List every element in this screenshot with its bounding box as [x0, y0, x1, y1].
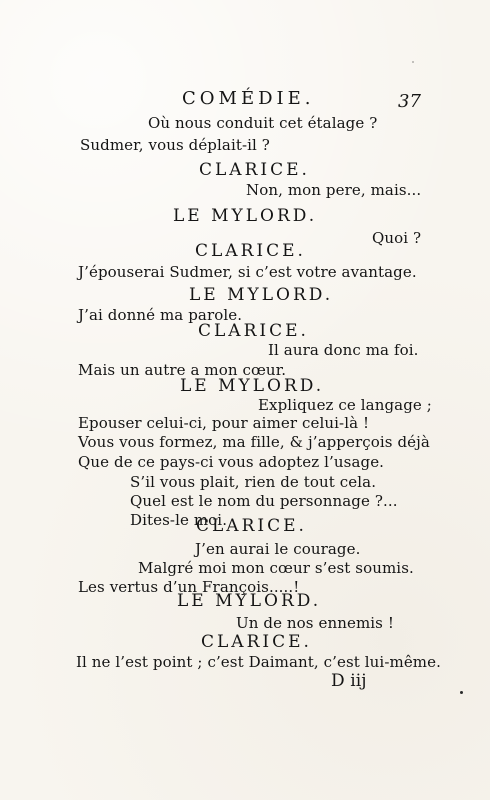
- dialogue-line: Mais un autre a mon cœur.: [78, 361, 287, 379]
- dialogue-line: J’en aurai le courage.: [195, 540, 361, 558]
- speaker-heading: CLARICE.: [195, 241, 306, 261]
- dialogue-line: Quoi ?: [372, 229, 422, 247]
- speaker-heading: CLARICE.: [198, 321, 309, 341]
- page-number: 37: [398, 91, 422, 112]
- dialogue-line: Sudmer, vous déplait-il ?: [80, 136, 270, 154]
- speaker-heading: LE MYLORD.: [180, 376, 325, 396]
- dialogue-line: S’il vous plait, rien de tout cela.: [130, 473, 377, 491]
- speaker-heading: CLARICE.: [196, 516, 307, 536]
- page-signature: D iij: [331, 671, 367, 691]
- speaker-heading: CLARICE.: [199, 160, 310, 180]
- dialogue-line: Quel est le nom du personnage ?...: [130, 492, 398, 510]
- dialogue-line: Les vertus d’un François.....!: [78, 578, 300, 596]
- page-header-title: COMÉDIE.: [182, 88, 315, 109]
- dialogue-line: Un de nos ennemis !: [236, 614, 394, 632]
- dialogue-line: Que de ce pays-ci vous adoptez l’usage.: [78, 453, 385, 471]
- dialogue-line: Dites-le moi.: [130, 511, 228, 529]
- dialogue-line: Epouser celui-ci, pour aimer celui-là !: [78, 414, 370, 432]
- dialogue-line: Il aura donc ma foi.: [268, 341, 419, 359]
- speaker-heading: LE MYLORD.: [177, 591, 322, 611]
- speaker-heading: LE MYLORD.: [189, 285, 334, 305]
- dialogue-line: J’épouserai Sudmer, si c’est votre avantage.: [78, 263, 417, 281]
- speaker-heading: CLARICE.: [201, 632, 312, 652]
- dialogue-line: Où nous conduit cet étalage ?: [148, 114, 378, 132]
- dialogue-line: Non, mon pere, mais...: [246, 181, 422, 199]
- dialogue-line: J’ai donné ma parole.: [78, 306, 243, 324]
- printing-speck: [412, 61, 414, 63]
- dialogue-line: Il ne l’est point ; c’est Daimant, c’est lui-même.: [76, 653, 441, 671]
- dialogue-line: Expliquez ce langage ;: [258, 396, 432, 414]
- dialogue-line: Malgré moi mon cœur s’est soumis.: [138, 559, 414, 577]
- dialogue-line: Vous vous formez, ma fille, & j’apperçois déjà: [78, 433, 430, 451]
- speaker-heading: LE MYLORD.: [173, 206, 318, 226]
- printing-speck: [460, 691, 463, 694]
